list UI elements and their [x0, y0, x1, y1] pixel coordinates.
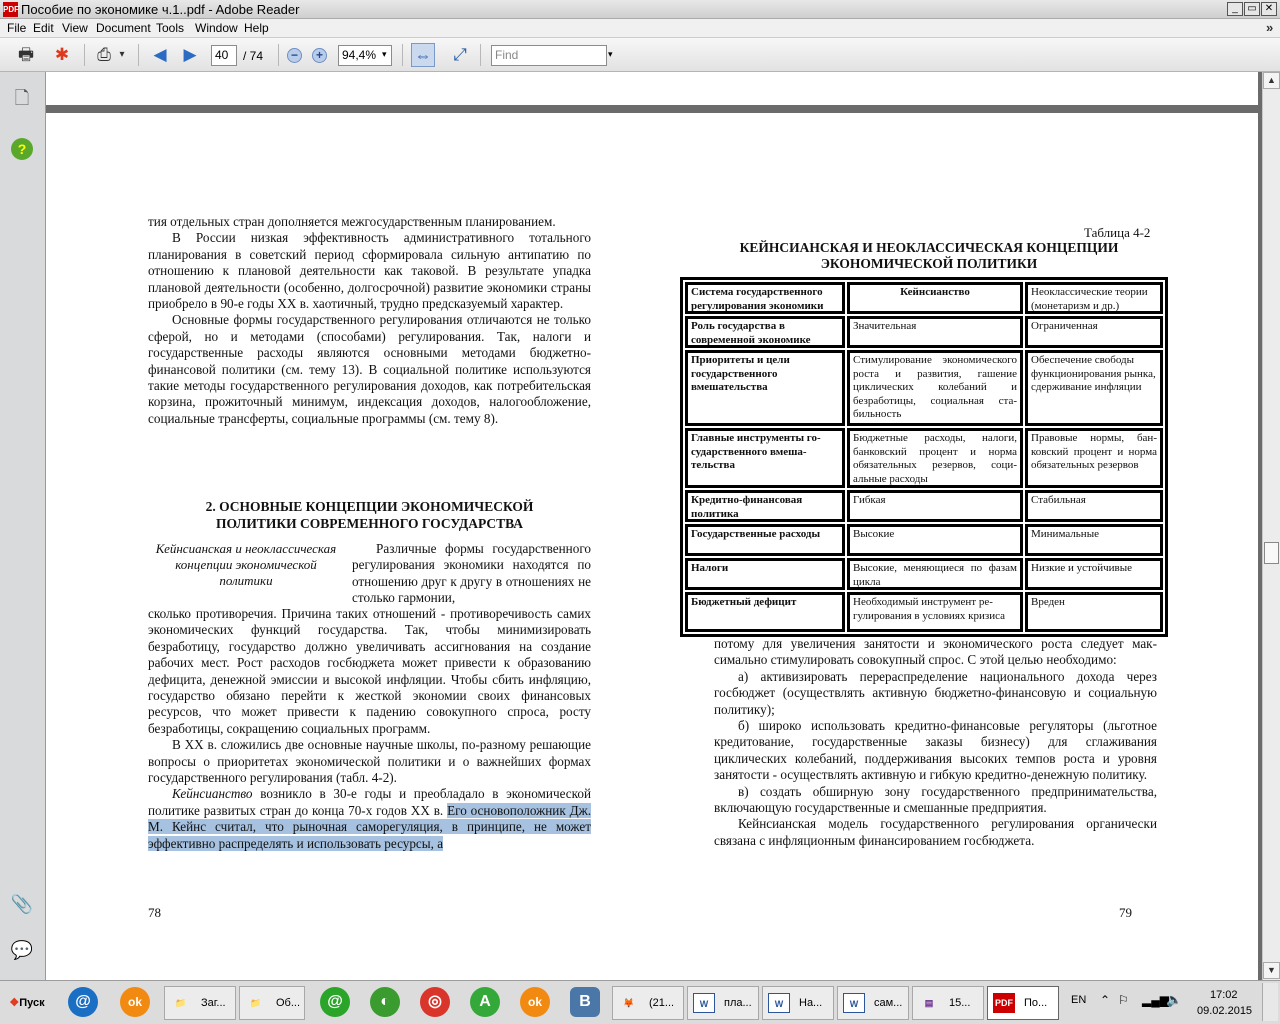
- section-heading: [148, 498, 591, 532]
- collapse-toolbar-icon[interactable]: »: [1266, 20, 1274, 35]
- share-dropdown-icon[interactable]: ▾: [119, 49, 125, 60]
- comments-icon[interactable]: 💬: [10, 940, 34, 960]
- folder-icon: 📁: [250, 998, 262, 1008]
- find-input[interactable]: Find: [491, 45, 607, 66]
- table-header-cell: Система государственного регулирования экономики: [685, 282, 845, 314]
- table-cell: Стабильная: [1025, 490, 1163, 522]
- window-title: Пособие по экономике ч.1..pdf - Adobe Reader: [21, 2, 300, 17]
- keynes-text: возникло в 30-е годы и преобладало в экономической политике развитых стран до конца 70-х годов XX в.: [148, 786, 591, 818]
- zoom-in-button[interactable]: +: [312, 48, 327, 63]
- menu-file[interactable]: File: [7, 21, 27, 35]
- table-cell: Значительная: [847, 316, 1023, 348]
- scroll-up-arrow[interactable]: ▲: [1263, 72, 1280, 89]
- scroll-thumb[interactable]: [1264, 542, 1279, 564]
- toolbar: [0, 38, 1280, 72]
- left-intro-text: [148, 214, 591, 427]
- table-cell: Правовые нормы, банковский процент и норма обязательных резервов: [1025, 428, 1163, 488]
- taskbar: [0, 980, 1280, 1024]
- page-total-label: / 74: [243, 49, 264, 63]
- taskbar-item-word[interactable]: [762, 986, 834, 1020]
- mail-agent-icon[interactable]: @: [320, 987, 350, 1017]
- page-number-left: 78: [148, 905, 161, 920]
- list-item: в) создать обширную зону государственного предпринимательства, включающую государственные и смешанные предприятия.: [714, 783, 1157, 816]
- taskbar-item-folder[interactable]: [239, 986, 305, 1020]
- taskbar-item-adobe-reader[interactable]: [987, 986, 1059, 1020]
- toolbar-separator: [480, 44, 481, 66]
- toolbar-separator: [278, 44, 279, 66]
- taskbar-item-word[interactable]: [837, 986, 909, 1020]
- word-icon: W: [693, 993, 715, 1013]
- menu-document[interactable]: Document: [96, 21, 151, 35]
- odnoklassniki-icon[interactable]: ok: [120, 987, 150, 1017]
- comparison-table: [680, 277, 1168, 637]
- taskbar-item-label: 15...: [949, 997, 971, 1009]
- table-row-label: Приоритеты и цели государственного вмешательства: [685, 350, 845, 426]
- list-item: а) активизировать перераспределение национального дохода через госбюджет (осуществлять активную бюджетно-финансовую и социальную политику);: [714, 668, 1157, 717]
- wrapped-paragraph: [352, 541, 591, 607]
- acrobat-pinwheel-icon[interactable]: ✱: [54, 45, 70, 64]
- help-icon[interactable]: ?: [11, 138, 33, 160]
- share-tools-icon[interactable]: ⎙: [97, 45, 111, 64]
- minimize-button[interactable]: _: [1227, 2, 1243, 16]
- table-cell: Бюджетные расходы, налоги, банковский процент и норма обязательных резервов, социальные расходы: [847, 428, 1023, 488]
- find-dropdown-icon[interactable]: ▾: [608, 49, 613, 59]
- paragraph: [148, 786, 591, 852]
- previous-page-icon[interactable]: ◀: [153, 45, 167, 64]
- paragraph: Основные формы государственного регулирования отличаются не только сферой, но и методами (способами) регулирования. Так, налоги и государственные расходы являются основными методами бюджетно-финансовой политики (см. тему 13). В социальной политике используются такие методы государственного регулирования доходов, как потребительская корзина, прожиточный минимум, индексация доходов, налогообложение, социальные трансферты, социальные программы (см. тему 8).: [148, 312, 591, 426]
- chrome-icon[interactable]: ◎: [420, 987, 450, 1017]
- vk-icon[interactable]: B: [570, 987, 600, 1017]
- taskbar-item-label: По...: [1024, 997, 1048, 1009]
- list-item: б) широко использовать кредитно-финансовые регуляторы (льготное кредитование, государственные заказы бизнесу) для сглаживания циклических колебаний, поддерживания высоких темпов роста и уровня занятости - осуществлять активную и гибкую кредитно-денежную политику.: [714, 718, 1157, 783]
- paragraph: Кейнсианская модель государственного регулирования органически связана с инфляционным финансированием госбюджета.: [714, 816, 1157, 848]
- fit-page-icon[interactable]: ⤢: [453, 45, 467, 64]
- attachments-icon[interactable]: 📎: [10, 894, 34, 914]
- table-header-cell: Неоклассические теории (монетаризм и др.): [1025, 282, 1163, 314]
- margin-sidenote: Кейнсианская и неоклассическая концепции экономической политики: [155, 541, 337, 588]
- clock-date[interactable]: 09.02.2015: [1197, 1005, 1253, 1017]
- table-row-label: Бюджетный дефицит: [685, 592, 845, 632]
- taskbar-item-label: На...: [799, 997, 823, 1009]
- scroll-down-arrow[interactable]: ▼: [1263, 962, 1280, 979]
- page-number-input[interactable]: 40: [211, 45, 237, 66]
- vertical-scrollbar[interactable]: [1262, 72, 1280, 980]
- show-desktop-button[interactable]: [1262, 983, 1278, 1021]
- right-body-text: [714, 636, 1157, 849]
- table-cell: Необходимый инструмент регулирования в условиях кризиса: [847, 592, 1023, 632]
- paragraph: сколько противоречия. Причина таких отношений - противоречивость самих экономических функций государства. Так, чтобы минимизировать безработицу, государство должно увеличивать ассигнования на создание рабочих мест. Рост расходов госбюджета может привести к образованию дефицита, денежной эмиссии и высокой инфляции. Чтобы сбить инфляцию, государство обязано перейти к жесткой экономии своих финансовых ресурсов, что может привести к падению совокупного спроса, росту безработицы, сокращению социальных программ.: [148, 606, 591, 736]
- tray-expand-icon[interactable]: ⌃: [1100, 993, 1111, 1007]
- table-cell: Низкие и устойчивые: [1025, 558, 1163, 590]
- page-number-right: 79: [1119, 905, 1132, 920]
- clock-time[interactable]: 17:02: [1210, 989, 1238, 1001]
- table-cell: Ограниченная: [1025, 316, 1163, 348]
- paragraph: В XX в. сложились две основные научные школы, по-разному решающие вопросы о приоритетах экономической политики и о важнейших формах государственного регулирования (табл. 4-2).: [148, 737, 591, 786]
- pages-icon[interactable]: 🗋: [14, 88, 30, 108]
- table-row-label: Кредитно-финансовая политика: [685, 490, 845, 522]
- next-page-icon[interactable]: ▶: [183, 45, 197, 64]
- taskbar-item-label: сам...: [874, 997, 903, 1009]
- table-cell: Высокие: [847, 524, 1023, 556]
- table-title-line: КЕЙНСИАНСКАЯ И НЕОКЛАССИЧЕСКАЯ КОНЦЕПЦИИ: [739, 240, 1119, 255]
- paragraph: Различные формы государственного регулирования экономики находятся по отношению друг к другу в отношениях не столько гармонии,: [352, 541, 591, 606]
- winrar-icon: ▤: [924, 998, 934, 1008]
- volume-icon[interactable]: 🔈: [1166, 992, 1183, 1007]
- toolbar-separator: [138, 44, 139, 66]
- menu-tools[interactable]: Tools: [156, 21, 185, 35]
- menu-window[interactable]: Window: [195, 21, 238, 35]
- print-icon[interactable]: 🖶: [17, 45, 35, 64]
- paragraph: тия отдельных стран дополняется межгосударственным планированием.: [148, 214, 556, 229]
- title-bar: [0, 0, 1280, 19]
- start-button[interactable]: ❖Пуск: [9, 997, 45, 1009]
- navigation-panel: [0, 72, 46, 980]
- table-title: [680, 240, 1178, 272]
- zoom-level-select[interactable]: 94,4%: [338, 45, 392, 66]
- firefox-icon: 🦊: [623, 998, 635, 1008]
- section-heading-line: 2. ОСНОВНЫЕ КОНЦЕПЦИИ ЭКОНОМИЧЕСКОЙ: [205, 499, 534, 514]
- taskbar-item-folder[interactable]: [164, 986, 236, 1020]
- table-cell: Обеспечение свободы функционирования рынка, сдерживание инфляции: [1025, 350, 1163, 426]
- restore-button[interactable]: ▭: [1244, 2, 1260, 16]
- adobe-reader-icon: PDF: [3, 2, 18, 17]
- pdf-icon: PDF: [993, 993, 1015, 1013]
- paragraph: потому для увеличения занятости и экономического роста следует максимально стимулировать совокупный спрос. С этой целью необходимо:: [714, 636, 1157, 668]
- left-body-text: [148, 606, 591, 852]
- section-heading-line: ПОЛИТИКИ СОВРЕМЕННОГО ГОСУДАРСТВА: [215, 516, 524, 531]
- taskbar-item-firefox[interactable]: [612, 986, 684, 1020]
- mail-ru-icon[interactable]: @: [68, 987, 98, 1017]
- taskbar-item-winrar[interactable]: [912, 986, 984, 1020]
- table-cell: Гибкая: [847, 490, 1023, 522]
- word-icon: W: [843, 993, 865, 1013]
- close-button[interactable]: ✕: [1261, 2, 1277, 16]
- zoom-out-button[interactable]: −: [287, 48, 302, 63]
- language-indicator[interactable]: EN: [1071, 994, 1087, 1006]
- table-row-label: Роль государства в современной экономике: [685, 316, 845, 348]
- menu-help[interactable]: Help: [244, 21, 269, 35]
- menu-bar: [0, 19, 1280, 38]
- taskbar-item-label: Об...: [276, 997, 301, 1009]
- network-signal-icon[interactable]: ▂▄▆: [1142, 993, 1169, 1007]
- toolbar-separator: [84, 44, 85, 66]
- pdf-page-spread: [46, 113, 1258, 980]
- folder-icon: 📁: [175, 998, 187, 1008]
- word-icon: W: [768, 993, 790, 1013]
- selected-text[interactable]: Его основоположник Дж. М. Кейнс считал, что рыночная саморегуляция, в принципе, не может эффективно распределять и использовать ресурсы, а: [148, 802, 591, 851]
- menu-view[interactable]: View: [62, 21, 88, 35]
- table-cell: Минимальные: [1025, 524, 1163, 556]
- document-view: [46, 72, 1262, 980]
- previous-page-bottom: [46, 72, 1258, 105]
- table-title-line: ЭКОНОМИЧЕСКОЙ ПОЛИТИКИ: [820, 256, 1038, 271]
- odnoklassniki-icon[interactable]: ok: [520, 987, 550, 1017]
- table-row-label: Государственные расходы: [685, 524, 845, 556]
- table-row-label: Главные инструменты государственного вмешательства: [685, 428, 845, 488]
- table-label: Таблица 4-2: [1084, 225, 1151, 240]
- table-cell: Вреден: [1025, 592, 1163, 632]
- amigo-icon[interactable]: A: [470, 987, 500, 1017]
- taskbar-item-label: Заг...: [201, 997, 226, 1009]
- table-row-label: Налоги: [685, 558, 845, 590]
- table-cell: Стимулирование экономического роста и развития, гашение циклических колебаний и безработицы, социальная стабильность: [847, 350, 1023, 426]
- keynes-term: Кейнсианство: [172, 786, 253, 802]
- taskbar-item-label: (21...: [649, 997, 675, 1009]
- zoom-dropdown-icon[interactable]: ▾: [382, 49, 387, 59]
- taskbar-item-word[interactable]: [687, 986, 759, 1020]
- browser-icon[interactable]: ◐: [370, 987, 400, 1017]
- table-cell: Высокие, меняющиеся по фазам цикла: [847, 558, 1023, 590]
- menu-edit[interactable]: Edit: [33, 21, 54, 35]
- fit-width-icon[interactable]: ⇔: [411, 43, 435, 67]
- table-header-cell: Кейнсианство: [847, 282, 1023, 314]
- taskbar-item-label: пла...: [724, 997, 752, 1009]
- action-center-flag-icon[interactable]: ⚐: [1118, 993, 1129, 1007]
- paragraph: В России низкая эффективность административного тотального планирования в советский период сформировала сильную антипатию по отношению к плановой деятельности как таковой. В результате упадка плановой деятельности (особенно, долгосрочной) развитие экономики страны приобрело в 90-е годы XX в. хаотичный, трудно предсказуемый характер.: [148, 230, 591, 312]
- start-label: Пуск: [19, 997, 45, 1009]
- toolbar-separator: [402, 44, 403, 66]
